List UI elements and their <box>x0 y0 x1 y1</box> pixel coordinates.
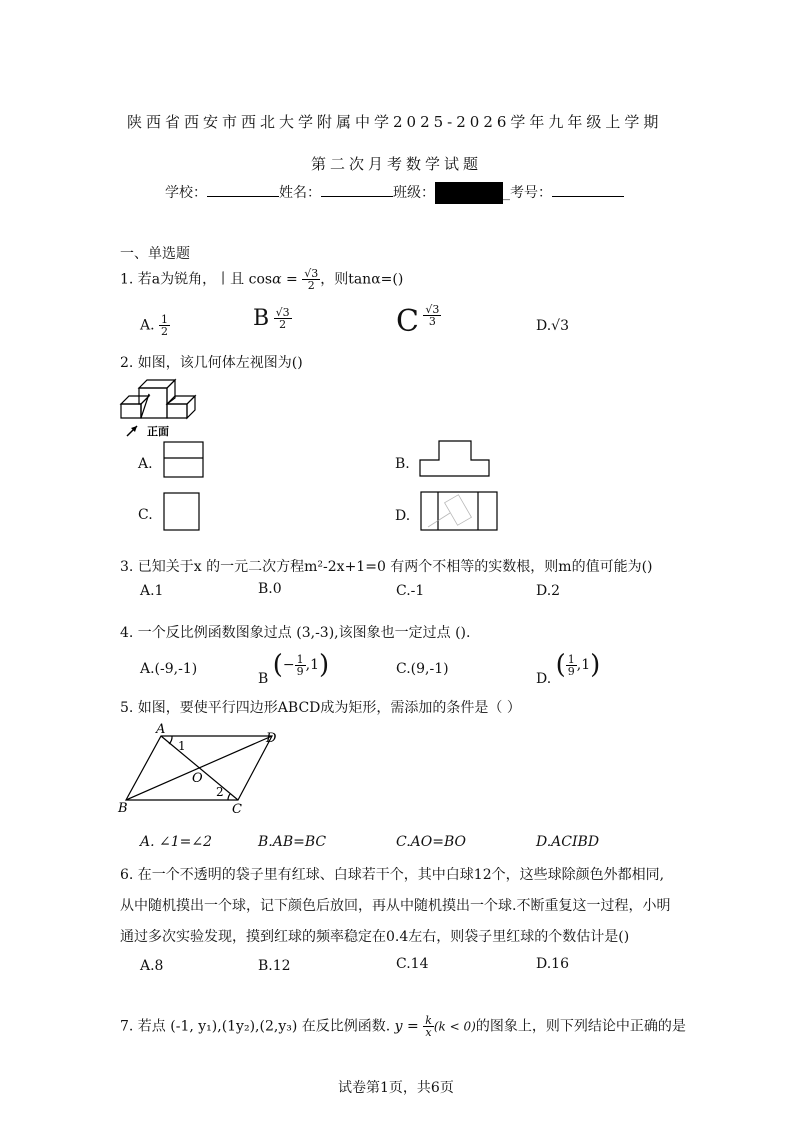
q1-option-a[interactable]: A. $\frac{1}{2}$ <box>140 313 169 338</box>
q3-option-a[interactable]: A.1 <box>140 583 164 599</box>
label-angle-1: 1 <box>178 739 186 753</box>
label-B: B <box>118 801 128 816</box>
q2-option-a-label[interactable]: A. <box>138 456 153 472</box>
q6-option-a[interactable]: A.8 <box>140 958 164 974</box>
q4-option-b[interactable]: B (− $\frac{1}{9}$ ,1) <box>258 650 330 687</box>
info-fields-row: 学校： 姓名： 班级： _考号： <box>165 182 624 204</box>
label-A: A <box>156 722 166 737</box>
label-C: C <box>232 802 242 817</box>
q6-option-d[interactable]: D.16 <box>536 956 569 972</box>
q2-option-c-label[interactable]: C. <box>138 507 153 523</box>
section-title: 一、单选题 <box>120 246 190 262</box>
q1-stem: 1. 若a为锐角，丨且 cosα = $\frac{√3}{2}$ ，则tanα=() <box>120 267 404 292</box>
q2-solid-figure <box>117 374 197 440</box>
q5-parallelogram-figure <box>112 722 292 818</box>
q4-stem: 4. 一个反比例函数图象过点 (3,-3),该图象也一定过点 (). <box>120 625 471 641</box>
front-view-label: 正面 <box>147 425 169 438</box>
q2-option-b-figure[interactable] <box>419 440 491 478</box>
q5-option-a[interactable]: A. ∠1=∠2 <box>140 834 213 850</box>
q2-option-b-label[interactable]: B. <box>395 456 410 472</box>
q5-option-c[interactable]: C.AO=BO <box>396 834 467 850</box>
q6-line-1: 6. 在一个不透明的袋子里有红球、白球若干个，其中白球12个，这些球除颜色外都相同, <box>120 867 665 883</box>
exam-subtitle: 第二次月考数学试题 <box>311 155 483 173</box>
page-footer: 试卷第1页，共6页 <box>338 1080 454 1096</box>
exam-no-label: 考号： <box>510 185 552 201</box>
q6-option-b[interactable]: B.12 <box>258 958 291 974</box>
school-blank[interactable] <box>207 184 279 197</box>
q4-option-a[interactable]: A.(-9,-1) <box>140 661 198 677</box>
redacted-box <box>435 182 503 204</box>
q1-cos-fraction: $\frac{√3}{2}$ <box>304 267 319 292</box>
q1-option-d[interactable]: D.√3 <box>536 318 570 334</box>
exam-title: 陕西省西安市西北大学附属中学2025-2026学年九年级上学期 <box>127 113 663 131</box>
q3-option-b[interactable]: B.0 <box>258 581 282 597</box>
q1-option-b[interactable]: B $\frac{√3}{2}$ <box>253 306 290 331</box>
q5-stem: 5. 如图，要使平行四边形ABCD成为矩形，需添加的条件是（ ） <box>120 700 521 716</box>
q5-option-d[interactable]: D.ACIBD <box>536 834 600 850</box>
q3-option-c[interactable]: C.-1 <box>396 583 425 599</box>
school-label: 学校： <box>165 185 207 201</box>
q2-option-a-figure[interactable] <box>163 441 205 479</box>
q6-line-3: 通过多次实验发现，摸到红球的频率稳定在0.4左右，则袋子里红球的个数估计是() <box>120 929 630 945</box>
q5-option-b[interactable]: B.AB=BC <box>258 834 327 850</box>
q2-stem: 2. 如图，该几何体左视图为() <box>120 355 303 371</box>
label-D: D <box>266 731 277 746</box>
q3-option-d[interactable]: D.2 <box>536 583 561 599</box>
q2-option-d-label[interactable]: D. <box>395 508 411 524</box>
q2-option-c-figure[interactable] <box>163 492 201 532</box>
name-blank[interactable] <box>321 184 393 197</box>
q6-line-2: 从中随机摸出一个球，记下颜色后放回，再从中随机摸出一个球.不断重复这一过程，小明 <box>120 898 671 914</box>
watermark-stamp <box>428 495 471 527</box>
q7-stem: 7. 若点 (-1, y₁),(1y₂),(2,y₃) 在反比例函数. y = $\frac{k}{x}$ (k < 0)的图象上，则下列结论中正确的是 <box>120 1014 686 1039</box>
q4-option-c[interactable]: C.(9,-1) <box>396 661 449 677</box>
q6-option-c[interactable]: C.14 <box>396 956 429 972</box>
name-label: 姓名： <box>279 185 321 201</box>
q1-option-c[interactable]: C $\frac{√3}{3}$ <box>396 303 440 339</box>
q4-option-d[interactable]: D. ( $\frac{1}{9}$ ,1) <box>536 650 601 687</box>
q3-stem: 3. 已知关于x 的一元二次方程m²-2x+1=0 有两个不相等的实数根，则m的值可能为() <box>120 559 653 575</box>
label-O: O <box>192 771 203 786</box>
q2-option-d-figure[interactable] <box>420 491 500 533</box>
class-label: 班级： <box>393 185 435 201</box>
label-angle-2: 2 <box>216 785 224 799</box>
exam-no-blank[interactable] <box>552 184 624 197</box>
